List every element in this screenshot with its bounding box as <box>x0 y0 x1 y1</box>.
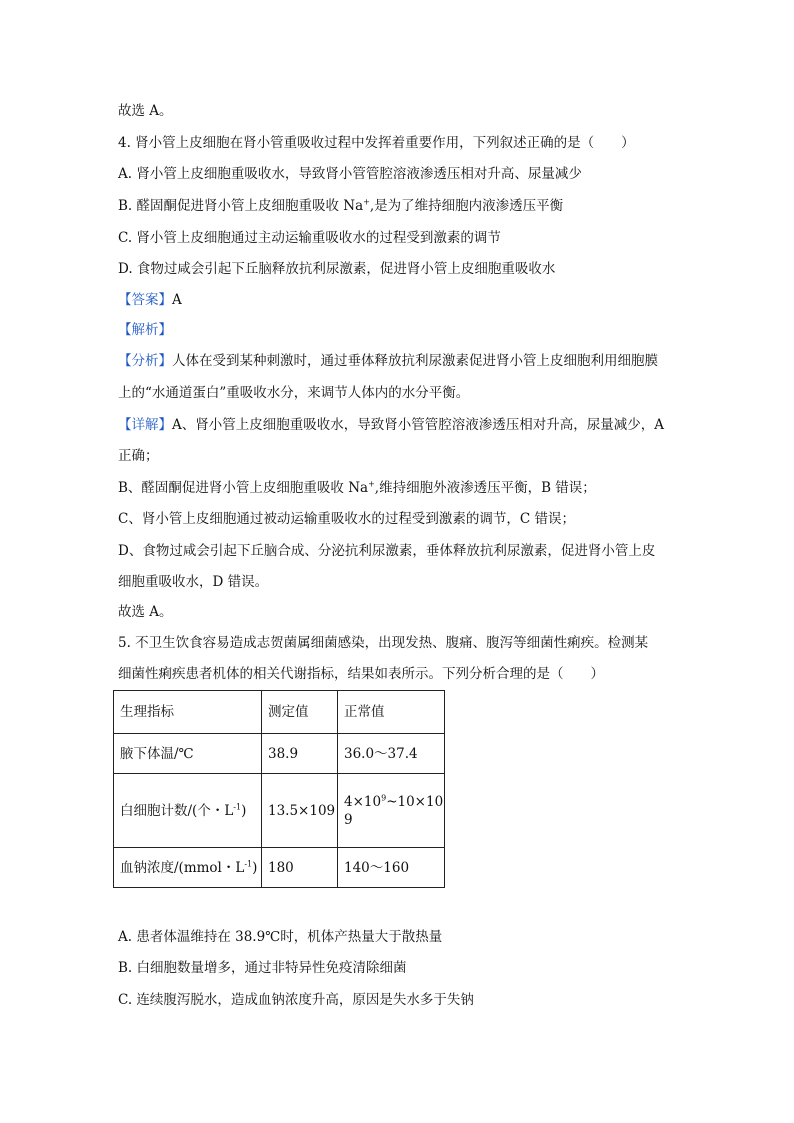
answer-line <box>118 290 182 310</box>
answer-tag: 【答案】 <box>118 292 172 308</box>
option-b: B. 醛固酮促进肾小管上皮细胞重吸收 Na+,是为了维持细胞内液渗透压平衡 <box>118 197 564 214</box>
table-cell: 180 <box>262 848 338 888</box>
analysis-line: 【分析】人体在受到某种刺激时，通过垂体释放抗利尿激素促进肾小管上皮细胞利用细胞膜 <box>118 353 658 369</box>
table-row <box>114 848 445 888</box>
detail-line: C、肾小管上皮细胞通过被动运输重吸收水的过程受到激素的调节，C 错误； <box>118 511 575 527</box>
table-row <box>114 734 445 774</box>
detail-line: 正确； <box>118 448 159 464</box>
analysis-tag: 【解析】 <box>118 322 172 338</box>
detail-line: B、醛固酮促进肾小管上皮细胞重吸收 Na+,维持细胞外液渗透压平衡，B 错误； <box>118 479 596 496</box>
table-header-row <box>114 691 445 734</box>
table-cell: 腋下体温/℃ <box>114 734 262 774</box>
option-d: D. 食物过咸会引起下丘脑释放抗利尿激素，促进肾小管上皮细胞重吸收水 <box>118 261 556 277</box>
superscript: + <box>363 197 370 207</box>
detail-line: D、食物过咸会引起下丘脑合成、分泌抗利尿激素，垂体释放抗利尿激素，促进肾小管上皮 <box>118 543 656 559</box>
text-line: 故选 A。 <box>118 604 173 620</box>
metrics-table <box>113 690 445 888</box>
detail-line: 【详解】A、肾小管上皮细胞重吸收水，导致肾小管管腔溶液渗透压相对升高，尿量减少，A <box>118 417 664 433</box>
table-cell: 白细胞计数/(个・$L^{-1}$) <box>114 774 262 848</box>
table-cell: 36.0～37.4 <box>338 734 445 774</box>
question-4-stem: 4. 肾小管上皮细胞在肾小管重吸收过程中发挥着重要作用，下列叙述正确的是（ ） <box>118 135 635 151</box>
table-cell: 140～160 <box>338 848 445 888</box>
table-header-cell: 生理指标 <box>114 691 262 734</box>
option-a: A. 患者体温维持在 38.9℃时，机体产热量大于散热量 <box>118 929 443 945</box>
answer-value: A <box>172 292 182 308</box>
text-line: 故选 A。 <box>118 103 173 119</box>
option-b: B. 白细胞数量增多，通过非特异性免疫清除细菌 <box>118 960 407 976</box>
table-cell: 38.9 <box>262 734 338 774</box>
table-header-cell: 正常值 <box>338 691 445 734</box>
table-row <box>114 774 445 848</box>
question-5-stem: 5. 不卫生饮食容易造成志贺菌属细菌感染，出现发热、腹痛、腹泻等细菌性痢疾。检测某 <box>118 635 649 651</box>
option-a: A. 肾小管上皮细胞重吸收水，导致肾小管管腔溶液渗透压相对升高、尿量减少 <box>118 166 582 182</box>
detail-line: 细胞重吸收水，D 错误。 <box>118 574 269 590</box>
xiangjie-tag: 【详解】 <box>118 417 172 433</box>
option-c: C. 肾小管上皮细胞通过主动运输重吸收水的过程受到激素的调节 <box>118 230 501 246</box>
fenxi-tag: 【分析】 <box>118 353 172 369</box>
superscript: + <box>368 479 375 489</box>
table-cell: $4\times 10^9\sim 10\times 109$ <box>338 774 445 848</box>
table-header-cell: 测定值 <box>262 691 338 734</box>
option-c: C. 连续腹泻脱水，造成血钠浓度升高，原因是失水多于失钠 <box>118 992 474 1008</box>
table-cell: 血钠浓度/(mmol・$L^{-1}$) <box>114 848 262 888</box>
analysis-line: 上的“水通道蛋白”重吸收水分，来调节人体内的水分平衡。 <box>118 385 470 401</box>
table-cell: 13.5×109 <box>262 774 338 848</box>
question-5-stem: 细菌性痢疾患者机体的相关代谢指标，结果如表所示。下列分析合理的是（ ） <box>118 666 604 682</box>
